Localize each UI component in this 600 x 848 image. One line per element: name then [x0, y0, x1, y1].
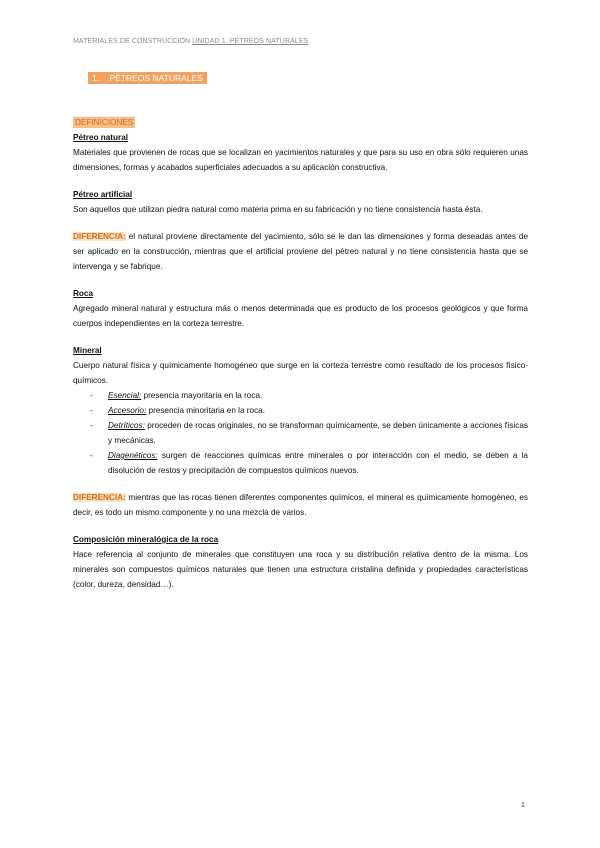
main-content — [73, 115, 528, 592]
list-item — [90, 388, 528, 403]
section-title-petreo-artificial: Pétreo artificial — [73, 190, 133, 199]
section-text-petreo-artificial: Son aquellos que utilizan piedra natural como materia prima en su fabricación y no tiene consistencia hasta ésta. — [73, 205, 483, 214]
list-dash: - — [90, 391, 93, 400]
list-term: Accesorio: — [108, 406, 147, 415]
list-text: presencia mayoritaria en la roca. — [141, 391, 263, 400]
definitions-label: DEFINICIONES — [75, 118, 134, 127]
list-text: proceden de rocas originales, no se transforman químicamente, se deben únicamente a acciones físicas y mecánicas. — [108, 421, 528, 445]
mineral-types-list — [73, 388, 528, 478]
section-text-roca: Agregado mineral natural y estructura más o menos determinada que es producto de los procesos geológicos y que forma cuerpos independientes en la corteza terrestre. — [73, 304, 528, 328]
list-term: Detríticos: — [108, 421, 145, 430]
list-text: presencia minoritaria en la roca. — [146, 406, 266, 415]
section-title-composicion: Composición mineralógica de la roca — [73, 535, 219, 544]
section-text-composicion: Hace referencia al conjunto de minerales que constituyen una roca y su distribución relativa dentro de la misma. Los minerales son compuestos químicos naturales que tienen una estructura cristalina definida y propiedades características (color, dureza, densidad…). — [73, 550, 528, 589]
chapter-title: PÉTREOS NATURALES — [109, 73, 203, 83]
list-dash: - — [90, 406, 93, 415]
difference-paragraph-2 — [73, 490, 528, 520]
page-number: 1 — [521, 802, 525, 809]
header-right: UNIDAD 1. PÉTREOS NATURALES — [192, 38, 309, 45]
difference-label-1: DIFERENCIA: — [73, 232, 126, 241]
page-header — [73, 38, 308, 45]
difference-paragraph-1 — [73, 229, 528, 274]
list-dash: - — [90, 421, 93, 430]
chapter-heading — [88, 72, 207, 84]
list-item — [90, 403, 528, 418]
difference-text-2: mientras que las rocas tienen diferentes componentes químicos, el mineral es químicamente homogéneo, es decir, es todo un mismo componente y no una mezcla de varios. — [73, 493, 528, 517]
section-title-roca: Roca — [73, 289, 94, 298]
list-term: Diagenéticos: — [108, 451, 158, 460]
chapter-number: 1. — [92, 73, 100, 83]
header-left: MATERIALES DE CONSTRUCCIÓN — [73, 38, 191, 45]
list-term: Esencial: — [108, 391, 142, 400]
difference-label-2: DIFERENCIA: — [73, 493, 126, 502]
section-text-petreo-natural: Materiales que provienen de rocas que se localizan en yacimientos naturales y que para su uso en obra sólo requieren unas dimensiones, formas y acabados superficiales adecuados a su aplicación constructiva. — [73, 148, 528, 172]
section-title-mineral: Mineral — [73, 346, 102, 355]
list-text: surgen de reacciones químicas entre minerales o por interacción con el medio, se deben a la disolución de restos y precipitación de compuestos químicos nuevos. — [108, 451, 528, 475]
section-text-mineral: Cuerpo natural física y químicamente homogéneo que surge en la corteza terrestre como resultado de los procesos físico-químicos. — [73, 361, 528, 385]
list-item — [90, 448, 528, 478]
difference-text-1: el natural proviene directamente del yacimiento, sólo se le dan las dimensiones y forma deseadas antes de ser aplicado en la construcción, mientras que el artificial proviene del pétreo natural y no tiene consistencia hasta que se intervenga y se fabrique. — [73, 232, 528, 271]
list-dash: - — [90, 451, 93, 460]
section-title-petreo-natural: Pétreo natural — [73, 133, 129, 142]
list-item — [90, 418, 528, 448]
